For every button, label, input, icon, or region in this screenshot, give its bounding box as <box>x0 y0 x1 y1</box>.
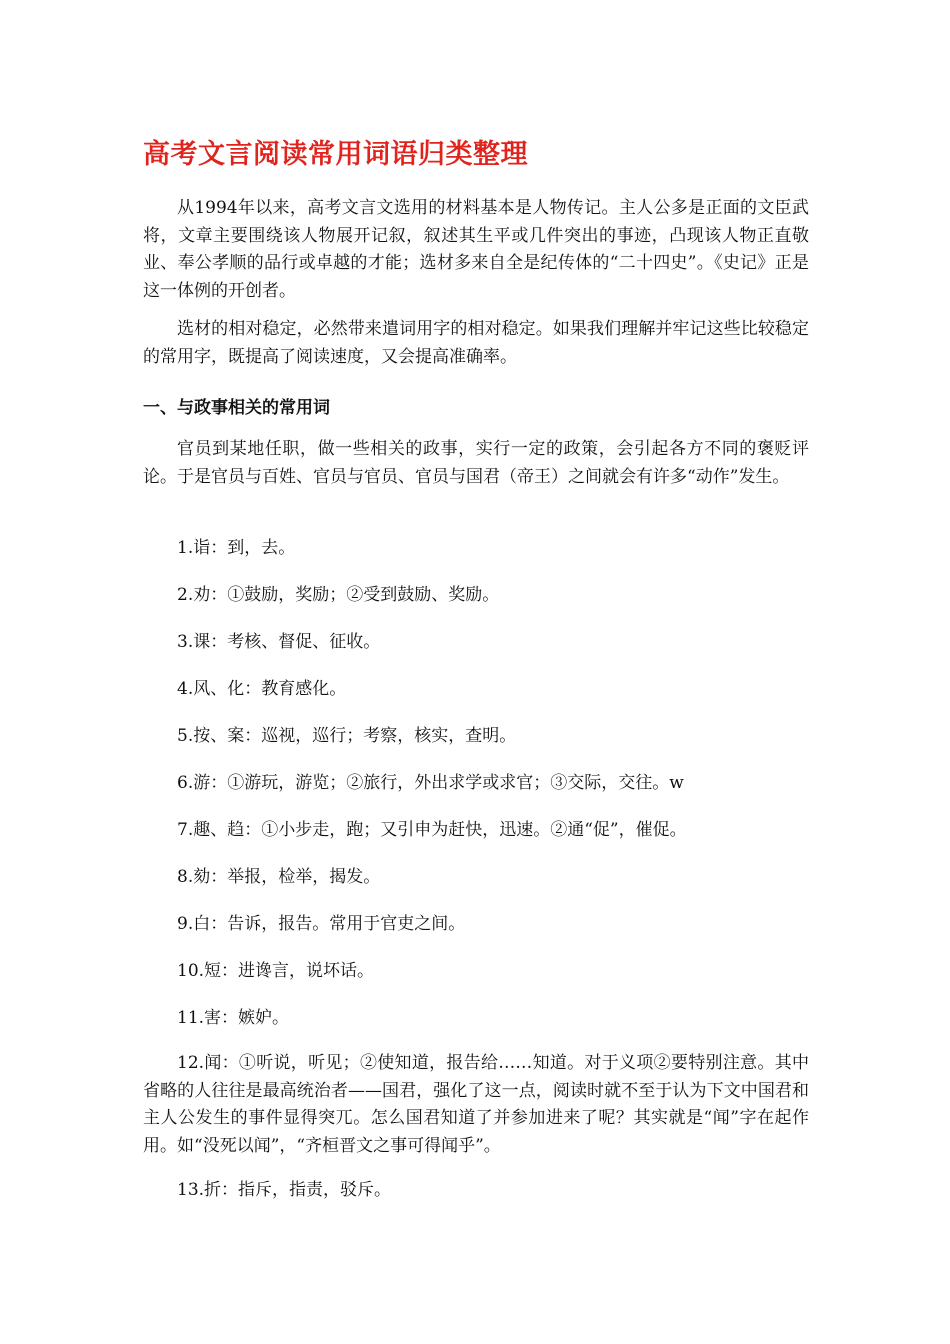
list-item: 2.劝：①鼓励，奖励；②受到鼓励、奖励。 <box>177 585 500 605</box>
list-item: 3.课：考核、督促、征收。 <box>177 632 381 652</box>
intro-paragraph-2: 选材的相对稳定，必然带来遣词用字的相对稳定。如果我们理解并牢记这些比较稳定的常用字，既提高了阅读速度，又会提高准确率。 <box>143 319 809 367</box>
section-heading: 一、与政事相关的常用词 <box>143 398 330 418</box>
list-item: 1.诣：到，去。 <box>177 538 296 558</box>
list-item: 6.游：①游玩，游览；②旅行，外出求学或求官；③交际，交往。w <box>177 773 684 793</box>
list-item: 11.害：嫉妒。 <box>177 1008 290 1028</box>
list-item: 5.按、案：巡视，巡行；考察，核实，查明。 <box>177 726 517 746</box>
list-item: 4.风、化：教育感化。 <box>177 679 347 699</box>
intro-paragraph-1: 从1994年以来，高考文言文选用的材料基本是人物传记。主人公多是正面的文臣武将，文章主要围绕该人物展开记叙，叙述其生平或几件突出的事迹，凸现该人物正直敬业、奉公孝顺的品行或卓越的才能；选材多来自全是纪传体的“二十四史”。《史记》正是这一体例的开创者。 <box>143 198 809 301</box>
list-item: 7.趣、趋：①小步走，跑；又引申为赶快，迅速。②通“促”，催促。 <box>177 820 687 840</box>
list-item: 8.劾：举报，检举，揭发。 <box>177 867 381 887</box>
list-item: 9.白：告诉，报告。常用于官吏之间。 <box>177 914 466 934</box>
section-intro-paragraph: 官员到某地任职，做一些相关的政事，实行一定的政策，会引起各方不同的褒贬评论。于是官员与百姓、官员与官员、官员与国君（帝王）之间就会有许多“动作”发生。 <box>143 439 809 487</box>
list-item: 12.闻：①听说，听见；②使知道，报告给……知道。对于义项②要特别注意。其中省略的人往往是最高统治者——国君，强化了这一点，阅读时就不至于认为下文中国君和主人公发生的事件显得突兀。怎么国君知道了并参加进来了呢？其实就是“闻”字在起作用。如“没死以闻”，“齐桓晋文之事可得闻乎”。 <box>143 1053 809 1156</box>
document-title: 高考文言阅读常用词语归类整理 <box>143 139 528 170</box>
list-item: 13.折：指斥，指责，驳斥。 <box>177 1180 392 1200</box>
list-item: 10.短：进谗言，说坏话。 <box>177 961 375 981</box>
